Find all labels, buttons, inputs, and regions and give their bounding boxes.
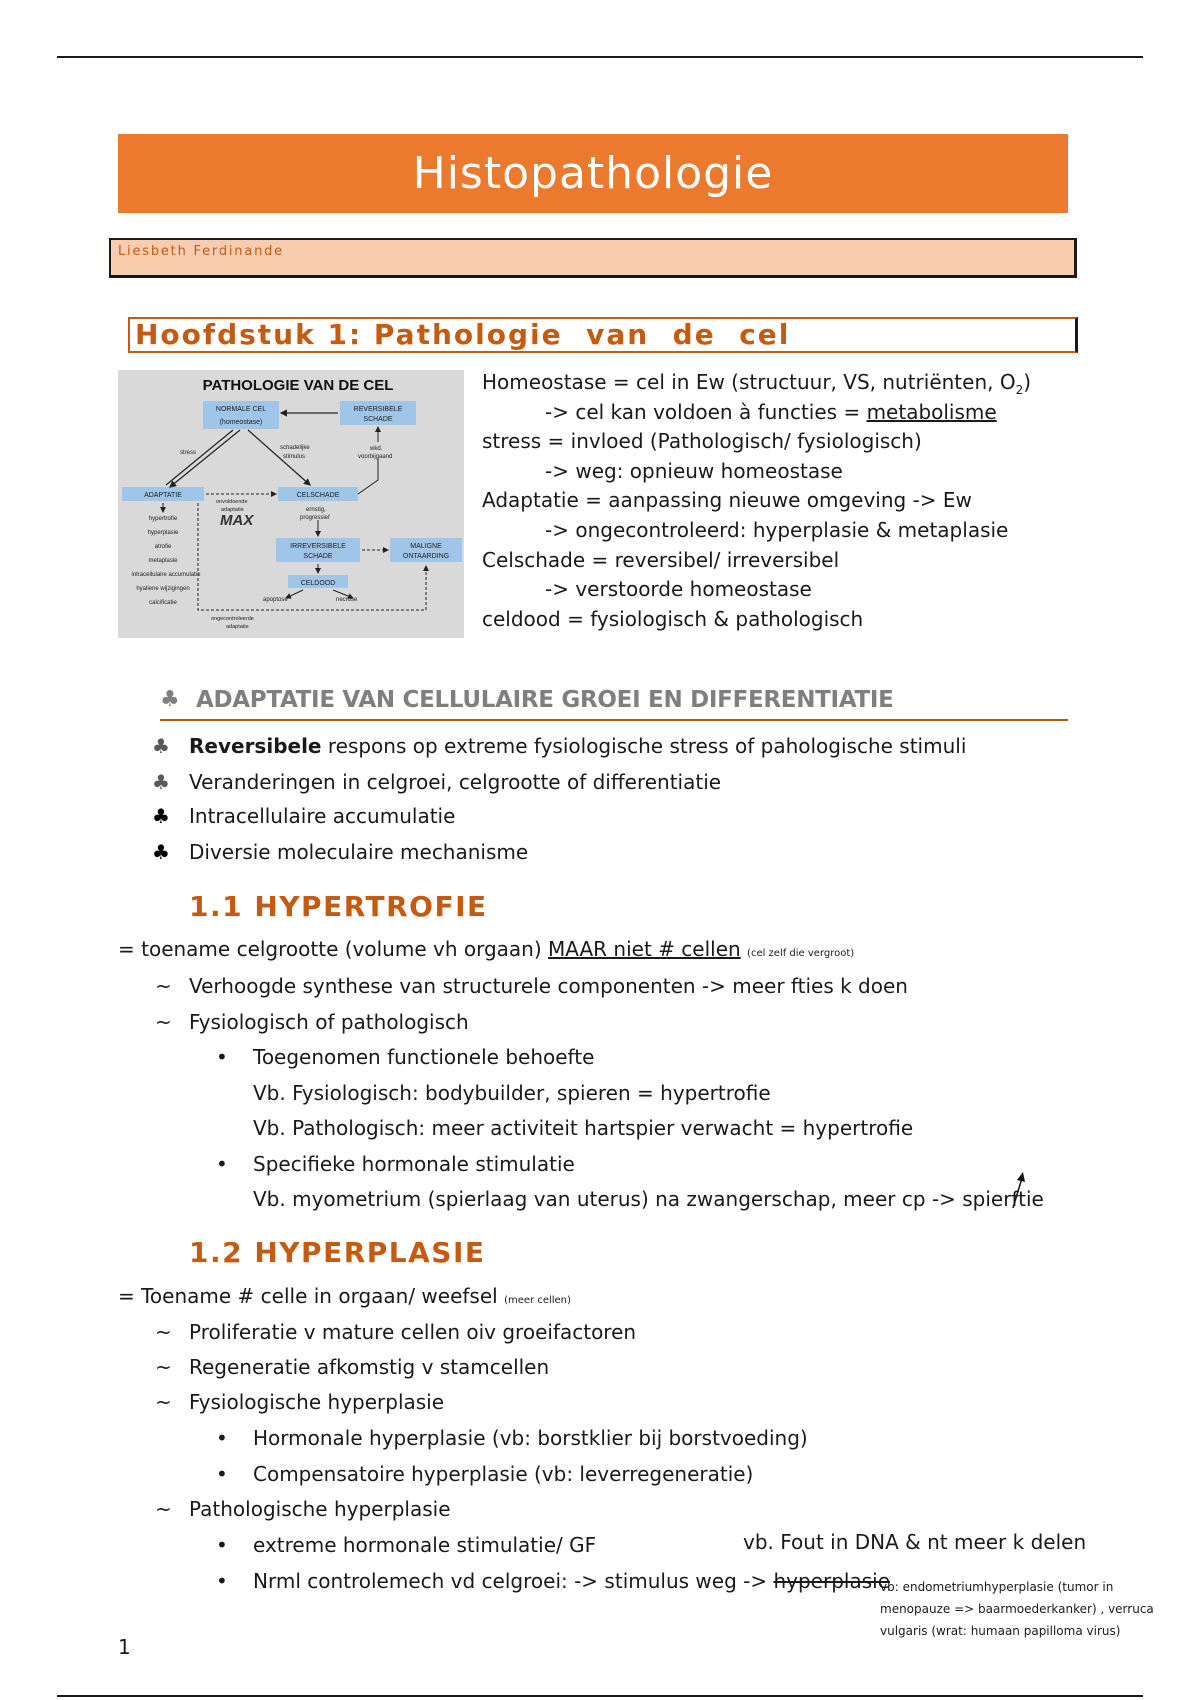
chapter-heading-box [128,317,1078,353]
bullet-dot-icon: • [216,1462,228,1486]
hypertrofie-item-2: Fysiologisch of pathologisch [189,1010,469,1034]
intro-metabolisme-term: metabolisme [866,400,997,424]
hyperplasie-def-text: = Toename # celle in orgaan/ weefsel [118,1284,505,1308]
section-heading-adaptatie [160,687,1068,721]
hyperplasie-item-1: Proliferatie v mature cellen oiv groeifactoren [189,1320,637,1344]
adaptation-item: hypertrofie [148,516,178,522]
label-adaptatie: ADAPTATIE [144,492,182,499]
section-bullet-4: Diversie moleculaire mechanisme [189,840,529,864]
section-bullet-3: Intracellulaire accumulatie [189,804,456,828]
intro-line-celschade-sub: -> verstoorde homeostase [545,577,812,601]
bullet-1-bold: Reversibele [189,734,322,758]
adaptation-item: intracellulaire accumulatie [131,572,201,578]
bullet-dot-icon: • [216,1569,228,1593]
label-reversibele-1: REVERSIBELE [353,406,403,413]
hypertrofie-def-note: (cel zelf die vergroot) [747,948,855,959]
tilde-icon: ~ [155,1010,172,1034]
chapter-heading: Hoofdstuk 1: Pathologie van de cel [135,318,791,351]
bullet-dot-icon: • [216,1152,228,1176]
club-icon: ♣ [152,804,170,828]
label-apoptose: apoptose [263,597,288,603]
adaptation-list [131,516,201,606]
intro-line-homeostase [482,370,1031,402]
hyperplasie-item-3: Fysiologische hyperplasie [189,1390,445,1414]
section-title: ADAPTATIE VAN CELLULAIRE GROEI EN DIFFERENTIATIE [196,687,894,713]
label-onvoldoende-1: onvoldoende [216,499,248,505]
hypertrofie-sub-1a: Vb. Fysiologisch: bodybuilder, spieren = hypertrofie [253,1081,771,1105]
label-homeostase: (homeostase) [219,419,263,426]
diagram-svg [118,370,464,638]
hyperplasie-definition [118,1284,571,1313]
intro-o2-subscript: 2 [1015,383,1024,397]
label-necrose: necrose [336,597,358,603]
footer-rule [57,1695,1143,1697]
cell-pathology-diagram [118,370,464,638]
club-icon: ♣ [152,840,170,864]
hyperplasie-sub-4-text: Nrml controlemech vd celgroei: -> stimulus weg -> [253,1569,774,1593]
intro-line-adaptatie: Adaptatie = aanpassing nieuwe omgeving -> Ew [482,488,972,512]
tilde-icon: ~ [155,1320,172,1344]
hyperplasie-sub-3: extreme hormonale stimulatie/ GF [253,1533,597,1557]
page-number: 1 [118,1635,131,1659]
label-reversibele-2: SCHADE [363,416,393,423]
header-rule [57,56,1143,58]
adaptation-item: hyaliene wijzigingen [136,586,190,592]
intro-line-adaptatie-sub: -> ongecontroleerd: hyperplasie & metaplasie [545,518,1009,542]
label-wkd-1: wkd. [370,446,383,452]
label-maligne-2: ONTAARDING [402,553,450,560]
document-title-banner [118,134,1068,213]
label-irrev-2: SCHADE [303,553,333,560]
section-bullet-2: Veranderingen in celgroei, celgrootte of differentiatie [189,770,722,794]
label-ongecontroleerde-1: ongecontroleerde [211,616,254,622]
label-celdood: CELDOOD [300,580,336,587]
hyperplasie-sub-3-note: vb. Fout in DNA & nt meer k delen [743,1530,1087,1554]
intro-line-metabolisme [545,400,997,424]
bullet-dot-icon: • [216,1533,228,1557]
author-box [109,238,1077,278]
hyperplasie-sub-4-strike: hyperplasie [773,1569,890,1593]
tilde-icon: ~ [155,1390,172,1414]
label-stress: stress [180,450,197,456]
adaptation-item: calcificatie [149,600,177,606]
intro-line-stress-sub: -> weg: opnieuw homeostase [545,459,843,483]
hyperplasie-def-note: (meer cellen) [504,1295,571,1306]
tilde-icon: ~ [155,1355,172,1379]
label-irrev-1: IRREVERSIBELE [290,543,346,550]
hypertrofie-def-underlined: MAAR niet # cellen [548,937,741,961]
label-ongecontroleerde-2: adaptatie [226,624,249,630]
adaptation-item: hyperplasie [147,530,179,536]
label-onvoldoende-2: adaptatie [221,507,244,513]
intro-line-stress: stress = invloed (Pathologisch/ fysiologisch) [482,429,922,453]
hyperplasie-sub-1: Hormonale hyperplasie (vb: borstklier bij borstvoeding) [253,1426,808,1450]
label-ernstig-1: ernstig, [306,507,326,513]
label-normale-cel: NORMALE CEL [215,406,267,413]
hypertrofie-def-text: = toename celgrootte (volume vh orgaan) [118,937,548,961]
hypertrofie-sub-2: Specifieke hormonale stimulatie [253,1152,575,1176]
hypertrofie-sub-1: Toegenomen functionele behoefte [253,1045,595,1069]
author-name: Liesbeth Ferdinande [118,244,284,259]
label-schadelijke-2: stimulus [283,454,306,460]
bullet-1-rest: respons op extreme fysiologische stress of pahologische stimuli [321,734,967,758]
arrow-up-icon [1008,1172,1028,1210]
club-icon: ♣ [160,687,180,712]
adaptation-item: atrofie [154,544,172,550]
label-max: MAX [220,512,254,529]
hyperplasie-sub-4 [253,1569,890,1593]
hypertrofie-item-1: Verhoogde synthese van structurele componenten -> meer fties k doen [189,974,908,998]
document-title: Histopathologie [412,148,774,199]
hyperplasie-side-note: vb: endometriumhyperplasie (tumor in menopauze => baarmoederkanker) , verruca vulgaris (wrat: humaan papilloma virus) [880,1580,1154,1638]
hypertrofie-sub-1b: Vb. Pathologisch: meer activiteit hartspier verwacht = hypertrofie [253,1116,914,1140]
intro-homeostase-end: ) [1023,370,1032,394]
tilde-icon: ~ [155,974,172,998]
hyperplasie-item-2: Regeneratie afkomstig v stamcellen [189,1355,550,1379]
intro-metabolisme-pre: -> cel kan voldoen à functies = [545,400,867,424]
heading-hypertrofie: 1.1 HYPERTROFIE [189,890,488,923]
label-schadelijke-1: schadelijke [280,445,310,451]
intro-line-celdood: celdood = fysiologisch & pathologisch [482,607,864,631]
adaptation-item: metaplasie [148,558,178,564]
hypertrofie-definition [118,937,854,966]
label-ernstig-2: progressief [300,515,330,521]
intro-homeostase-text: Homeostase = cel in Ew (structuur, VS, nutriënten, O [482,370,1016,394]
intro-line-celschade: Celschade = reversibel/ irreversibel [482,548,840,572]
heading-hyperplasie: 1.2 HYPERPLASIE [189,1236,486,1269]
section-bullet-1 [189,734,966,758]
label-maligne-1: MALIGNE [410,543,442,550]
label-celschade: CELSCHADE [296,492,340,499]
label-wkd-2: voorbijgaand [358,454,393,460]
bullet-dot-icon: • [216,1045,228,1069]
bullet-dot-icon: • [216,1426,228,1450]
club-icon: ♣ [152,734,170,758]
hyperplasie-item-4: Pathologische hyperplasie [189,1497,451,1521]
hyperplasie-sub-2: Compensatoire hyperplasie (vb: leverregeneratie) [253,1462,754,1486]
hypertrofie-sub-2a: Vb. myometrium (spierlaag van uterus) na zwangerschap, meer cp -> spierftie [253,1187,1044,1211]
club-icon: ♣ [152,770,170,794]
diagram-title: PATHOLOGIE VAN DE CEL [202,377,394,394]
tilde-icon: ~ [155,1497,172,1521]
